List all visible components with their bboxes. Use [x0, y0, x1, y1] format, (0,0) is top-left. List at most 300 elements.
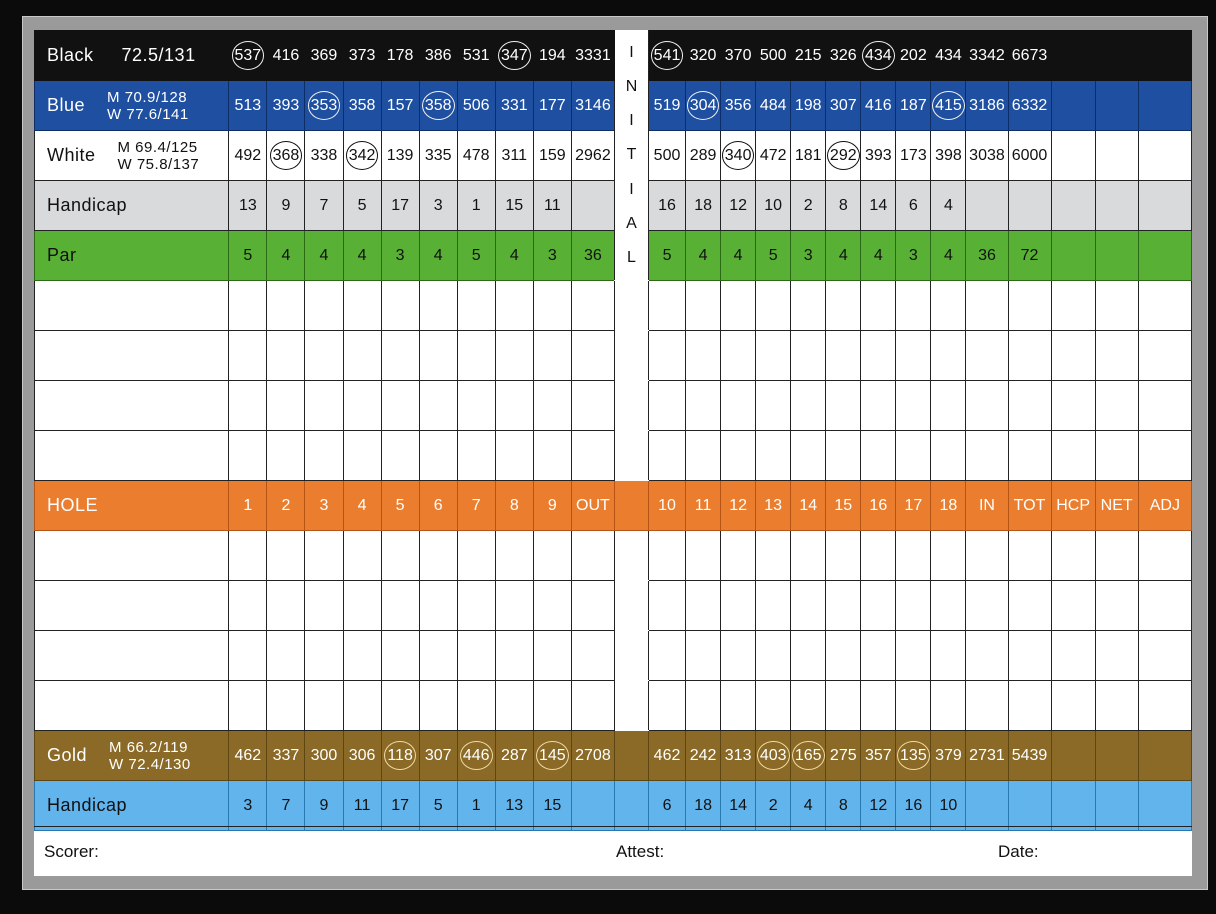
score-entry-cell[interactable]: [966, 381, 1008, 431]
score-entry-cell[interactable]: [1138, 681, 1191, 731]
par-hole-10: 5: [649, 231, 686, 281]
hole-adj-header: ADJ: [1138, 481, 1191, 531]
blue-out: 3146: [571, 81, 614, 131]
score-entry-cell[interactable]: [649, 581, 686, 631]
score-entry-cell[interactable]: [1051, 581, 1095, 631]
score-entry-cell[interactable]: [896, 531, 931, 581]
initial-entry-cell[interactable]: [614, 281, 648, 331]
score-entry-cell[interactable]: [966, 431, 1008, 481]
score-entry-cell[interactable]: [721, 531, 756, 581]
score-entry-cell[interactable]: [649, 381, 686, 431]
score-entry-cell[interactable]: [756, 281, 791, 331]
initial-letter: N: [625, 77, 638, 95]
score-entry-cell[interactable]: [896, 581, 931, 631]
black-hole-14: 215: [791, 31, 826, 81]
black-hole-3: 369: [305, 31, 343, 81]
score-entry-cell[interactable]: [343, 331, 381, 381]
score-entry-cell[interactable]: [861, 281, 896, 331]
score-entry-cell[interactable]: [381, 431, 419, 481]
score-entry-cell[interactable]: [649, 281, 686, 331]
black-hole-4: 373: [343, 31, 381, 81]
player-name-field[interactable]: [35, 381, 229, 431]
score-entry-row: [35, 381, 1192, 431]
score-entry-cell[interactable]: [457, 281, 495, 331]
handicap2-out: [571, 781, 614, 831]
score-entry-cell[interactable]: [419, 531, 457, 581]
initial-entry-cell[interactable]: [614, 331, 648, 381]
handicap2-tot: [1008, 781, 1051, 831]
score-entry-cell[interactable]: [267, 331, 305, 381]
score-entry-cell[interactable]: [1095, 631, 1138, 681]
score-entry-cell[interactable]: [931, 681, 966, 731]
black-in: 3342: [966, 31, 1008, 81]
score-entry-cell[interactable]: [305, 681, 343, 731]
score-entry-cell[interactable]: [826, 381, 861, 431]
score-entry-cell[interactable]: [1051, 681, 1095, 731]
score-entry-cell[interactable]: [495, 331, 533, 381]
hole-net-header: NET: [1095, 481, 1138, 531]
score-entry-cell[interactable]: [1008, 531, 1051, 581]
signature-footer: [34, 826, 1192, 877]
score-entry-cell[interactable]: [457, 681, 495, 731]
score-entry-cell[interactable]: [1138, 381, 1191, 431]
score-entry-cell[interactable]: [896, 431, 931, 481]
score-entry-cell[interactable]: [966, 681, 1008, 731]
handicap2-label-cell: [35, 781, 229, 831]
score-entry-cell[interactable]: [649, 431, 686, 481]
score-entry-cell[interactable]: [791, 681, 826, 731]
score-entry-cell[interactable]: [791, 581, 826, 631]
score-entry-cell[interactable]: [305, 431, 343, 481]
score-entry-cell[interactable]: [229, 681, 267, 731]
gold-hole-16: 357: [861, 731, 896, 781]
score-entry-cell[interactable]: [686, 431, 721, 481]
score-entry-cell[interactable]: [495, 431, 533, 481]
score-entry-cell[interactable]: [1051, 281, 1095, 331]
score-entry-cell[interactable]: [1095, 331, 1138, 381]
handicap1-label: Handicap: [47, 195, 128, 215]
score-entry-cell[interactable]: [267, 381, 305, 431]
score-entry-cell[interactable]: [826, 431, 861, 481]
score-entry-cell[interactable]: [966, 281, 1008, 331]
score-entry-cell[interactable]: [1008, 581, 1051, 631]
handicap2-hole-4: 11: [343, 781, 381, 831]
initial-entry-cell[interactable]: [614, 681, 648, 731]
score-entry-cell[interactable]: [826, 631, 861, 681]
score-entry-cell[interactable]: [1138, 281, 1191, 331]
par-out: 36: [571, 231, 614, 281]
score-entry-cell[interactable]: [1095, 281, 1138, 331]
score-entry-cell[interactable]: [756, 581, 791, 631]
score-entry-cell[interactable]: [1051, 631, 1095, 681]
score-entry-cell[interactable]: [267, 281, 305, 331]
score-entry-cell[interactable]: [533, 581, 571, 631]
score-entry-cell[interactable]: [931, 531, 966, 581]
score-entry-cell[interactable]: [931, 281, 966, 331]
hole-number-8: 8: [495, 481, 533, 531]
handicap2-hole-9: 15: [533, 781, 571, 831]
blue-hole-6: [419, 81, 457, 131]
score-entry-row: [35, 631, 1192, 681]
score-entry-cell[interactable]: [966, 331, 1008, 381]
score-entry-cell[interactable]: [343, 281, 381, 331]
initial-entry-cell[interactable]: [614, 431, 648, 481]
score-entry-cell[interactable]: [1051, 331, 1095, 381]
score-entry-cell[interactable]: [571, 331, 614, 381]
white-rating-men: M 69.4/125: [117, 138, 198, 156]
hole-number-18: 18: [931, 481, 966, 531]
score-entry-cell[interactable]: [931, 581, 966, 631]
score-entry-cell[interactable]: [1095, 531, 1138, 581]
score-entry-cell[interactable]: [381, 631, 419, 681]
score-entry-cell[interactable]: [1051, 431, 1095, 481]
score-entry-cell[interactable]: [571, 381, 614, 431]
score-entry-cell[interactable]: [721, 331, 756, 381]
score-entry-cell[interactable]: [571, 631, 614, 681]
score-entry-cell[interactable]: [931, 381, 966, 431]
score-entry-cell[interactable]: [343, 631, 381, 681]
score-entry-cell[interactable]: [381, 531, 419, 581]
handicap2-hole-2: 7: [267, 781, 305, 831]
black-hole-9: 194: [533, 31, 571, 81]
score-entry-cell[interactable]: [495, 681, 533, 731]
score-entry-cell[interactable]: [457, 631, 495, 681]
score-entry-cell[interactable]: [267, 581, 305, 631]
hole-number-4: 4: [343, 481, 381, 531]
score-entry-cell[interactable]: [381, 581, 419, 631]
score-entry-cell[interactable]: [343, 381, 381, 431]
black-hole-2: 416: [267, 31, 305, 81]
white-hole-7: 478: [457, 131, 495, 181]
score-entry-cell[interactable]: [381, 331, 419, 381]
initial-entry-cell[interactable]: [614, 581, 648, 631]
player-name-field[interactable]: [35, 581, 229, 631]
player-name-field[interactable]: [35, 431, 229, 481]
score-entry-cell[interactable]: [1138, 631, 1191, 681]
score-entry-cell[interactable]: [861, 631, 896, 681]
initial-entry-cell[interactable]: [614, 531, 648, 581]
handicap2-hole-15: 8: [826, 781, 861, 831]
initial-column[interactable]: [614, 31, 648, 281]
score-entry-cell[interactable]: [931, 331, 966, 381]
score-entry-cell[interactable]: [1138, 431, 1191, 481]
blue-hole-9: 177: [533, 81, 571, 131]
score-entry-cell[interactable]: [721, 631, 756, 681]
black-hole-1: [229, 31, 267, 81]
score-entry-cell[interactable]: [533, 331, 571, 381]
score-entry-cell[interactable]: [305, 381, 343, 431]
hole-tot-header: TOT: [1008, 481, 1051, 531]
gold-hole-14: [791, 731, 826, 781]
score-entry-cell[interactable]: [1138, 331, 1191, 381]
initial-entry-cell[interactable]: [614, 381, 648, 431]
score-entry-cell[interactable]: [305, 581, 343, 631]
score-entry-cell[interactable]: [1138, 531, 1191, 581]
score-entry-cell[interactable]: [826, 331, 861, 381]
handicap1-hole-12: 12: [721, 181, 756, 231]
white-hole-12: [721, 131, 756, 181]
score-entry-cell[interactable]: [1095, 381, 1138, 431]
white-hole-10: 500: [649, 131, 686, 181]
score-entry-cell[interactable]: [381, 281, 419, 331]
blue-hole-1: 513: [229, 81, 267, 131]
handicap1-row: [35, 181, 1192, 231]
white-in: 3038: [966, 131, 1008, 181]
initial-letters: [615, 36, 648, 276]
score-entry-cell[interactable]: [791, 281, 826, 331]
score-entry-cell[interactable]: [861, 581, 896, 631]
hole-in-header: IN: [966, 481, 1008, 531]
score-entry-cell[interactable]: [861, 531, 896, 581]
score-entry-cell[interactable]: [1008, 331, 1051, 381]
score-entry-cell[interactable]: [931, 631, 966, 681]
handicap2-row: [35, 781, 1192, 831]
score-entry-cell[interactable]: [419, 581, 457, 631]
score-entry-cell[interactable]: [756, 681, 791, 731]
score-entry-cell[interactable]: [343, 531, 381, 581]
gold-hole-13: [756, 731, 791, 781]
score-entry-cell[interactable]: [791, 631, 826, 681]
score-entry-cell[interactable]: [495, 381, 533, 431]
black-rating: 72.5/131: [121, 45, 196, 65]
initial-letter: T: [626, 146, 637, 164]
score-entry-cell[interactable]: [861, 431, 896, 481]
initial-entry-cell[interactable]: [614, 631, 648, 681]
score-entry-cell[interactable]: [1095, 681, 1138, 731]
score-entry-cell[interactable]: [229, 631, 267, 681]
score-entry-cell[interactable]: [1095, 581, 1138, 631]
score-entry-cell[interactable]: [419, 631, 457, 681]
score-entry-cell[interactable]: [649, 331, 686, 381]
par-row: [35, 231, 1192, 281]
score-entry-cell[interactable]: [896, 281, 931, 331]
handicap2-hole-13: 2: [756, 781, 791, 831]
score-entry-cell[interactable]: [533, 531, 571, 581]
score-entry-cell[interactable]: [966, 531, 1008, 581]
score-entry-cell[interactable]: [686, 581, 721, 631]
score-entry-cell[interactable]: [457, 581, 495, 631]
initial-gap-cell: [614, 481, 648, 531]
score-entry-cell[interactable]: [533, 281, 571, 331]
black-hole-13: 500: [756, 31, 791, 81]
blue-hole-3: [305, 81, 343, 131]
player-name-field[interactable]: [35, 331, 229, 381]
score-entry-cell[interactable]: [649, 631, 686, 681]
score-entry-cell[interactable]: [571, 531, 614, 581]
circled-value: 537: [232, 41, 265, 70]
score-entry-cell[interactable]: [896, 381, 931, 431]
score-entry-cell[interactable]: [495, 531, 533, 581]
score-entry-cell[interactable]: [305, 281, 343, 331]
par-hole-15: 4: [826, 231, 861, 281]
score-entry-cell[interactable]: [861, 681, 896, 731]
score-entry-cell[interactable]: [686, 531, 721, 581]
handicap1-hole-13: 10: [756, 181, 791, 231]
player-name-field[interactable]: [35, 631, 229, 681]
score-entry-cell[interactable]: [966, 581, 1008, 631]
score-entry-cell[interactable]: [343, 581, 381, 631]
score-entry-cell[interactable]: [229, 281, 267, 331]
score-entry-cell[interactable]: [1138, 581, 1191, 631]
score-entry-cell[interactable]: [495, 581, 533, 631]
gold-tot: 5439: [1008, 731, 1051, 781]
score-entry-cell[interactable]: [419, 381, 457, 431]
par-hole-8: 4: [495, 231, 533, 281]
circled-value: 434: [862, 41, 895, 70]
score-entry-cell[interactable]: [495, 631, 533, 681]
score-entry-cell[interactable]: [861, 381, 896, 431]
score-entry-cell[interactable]: [826, 681, 861, 731]
white-hole-14: 181: [791, 131, 826, 181]
score-entry-cell[interactable]: [721, 581, 756, 631]
score-entry-cell[interactable]: [686, 681, 721, 731]
score-entry-cell[interactable]: [1008, 631, 1051, 681]
handicap2-hole-3: 9: [305, 781, 343, 831]
score-entry-cell[interactable]: [571, 681, 614, 731]
score-entry-cell[interactable]: [533, 631, 571, 681]
score-entry-cell[interactable]: [571, 431, 614, 481]
date-label: Date:: [998, 842, 1039, 861]
score-entry-cell[interactable]: [1008, 431, 1051, 481]
score-entry-cell[interactable]: [229, 581, 267, 631]
score-entry-cell[interactable]: [305, 331, 343, 381]
score-entry-cell[interactable]: [267, 531, 305, 581]
white-hole-5: 139: [381, 131, 419, 181]
white-out: 2962: [571, 131, 614, 181]
score-entry-cell[interactable]: [267, 681, 305, 731]
player-name-field[interactable]: [35, 281, 229, 331]
initial-letter: L: [627, 249, 636, 267]
score-entry-cell[interactable]: [457, 331, 495, 381]
score-entry-cell[interactable]: [791, 531, 826, 581]
blue-label: Blue: [47, 94, 86, 115]
score-entry-cell[interactable]: [756, 631, 791, 681]
hole-label-cell: [35, 481, 229, 531]
score-entry-cell[interactable]: [495, 281, 533, 331]
score-entry-cell[interactable]: [457, 531, 495, 581]
black-out: 3331: [571, 31, 614, 81]
score-entry-cell[interactable]: [686, 281, 721, 331]
score-entry-cell[interactable]: [721, 431, 756, 481]
gold-rating-women: W 72.4/130: [109, 755, 191, 773]
handicap2-hole-6: 5: [419, 781, 457, 831]
white-hcp: [1051, 131, 1095, 181]
black-hole-10: [649, 31, 686, 81]
score-entry-cell[interactable]: [571, 281, 614, 331]
score-entry-cell[interactable]: [826, 581, 861, 631]
score-entry-cell[interactable]: [305, 531, 343, 581]
handicap2-hole-1: 3: [229, 781, 267, 831]
score-entry-cell[interactable]: [791, 431, 826, 481]
score-entry-cell[interactable]: [381, 381, 419, 431]
score-entry-cell[interactable]: [721, 281, 756, 331]
gold-hole-18: 379: [931, 731, 966, 781]
handicap2-hole-10: 6: [649, 781, 686, 831]
score-entry-cell[interactable]: [419, 681, 457, 731]
score-entry-cell[interactable]: [931, 431, 966, 481]
score-entry-cell[interactable]: [229, 381, 267, 431]
score-entry-cell[interactable]: [457, 381, 495, 431]
score-entry-cell[interactable]: [343, 681, 381, 731]
score-entry-cell[interactable]: [533, 681, 571, 731]
blue-hole-12: 356: [721, 81, 756, 131]
score-entry-cell[interactable]: [826, 281, 861, 331]
score-entry-cell[interactable]: [267, 431, 305, 481]
score-entry-cell[interactable]: [896, 331, 931, 381]
score-entry-cell[interactable]: [533, 381, 571, 431]
score-entry-cell[interactable]: [721, 681, 756, 731]
score-entry-cell[interactable]: [305, 631, 343, 681]
white-adj: [1138, 131, 1191, 181]
score-entry-cell[interactable]: [896, 631, 931, 681]
score-entry-cell[interactable]: [343, 431, 381, 481]
score-entry-cell[interactable]: [419, 281, 457, 331]
black-net: [1095, 31, 1138, 81]
score-entry-cell[interactable]: [1008, 681, 1051, 731]
score-entry-cell[interactable]: [756, 531, 791, 581]
score-entry-cell[interactable]: [419, 431, 457, 481]
score-entry-cell[interactable]: [229, 431, 267, 481]
score-entry-cell[interactable]: [1008, 281, 1051, 331]
black-hole-7: 531: [457, 31, 495, 81]
score-entry-cell[interactable]: [826, 531, 861, 581]
score-entry-cell[interactable]: [571, 581, 614, 631]
black-hole-8: [495, 31, 533, 81]
player-name-field[interactable]: [35, 681, 229, 731]
score-entry-cell[interactable]: [756, 381, 791, 431]
score-entry-cell[interactable]: [791, 331, 826, 381]
score-entry-cell[interactable]: [896, 681, 931, 731]
blue-hole-2: 393: [267, 81, 305, 131]
score-entry-cell[interactable]: [721, 381, 756, 431]
score-entry-cell[interactable]: [419, 331, 457, 381]
handicap1-hcp: [1051, 181, 1095, 231]
score-entry-cell[interactable]: [1095, 431, 1138, 481]
player-name-field[interactable]: [35, 531, 229, 581]
white-net: [1095, 131, 1138, 181]
gold-hcp: [1051, 731, 1095, 781]
score-entry-cell[interactable]: [533, 431, 571, 481]
score-entry-cell[interactable]: [649, 531, 686, 581]
par-hole-17: 3: [896, 231, 931, 281]
score-entry-cell[interactable]: [686, 331, 721, 381]
score-entry-cell[interactable]: [649, 681, 686, 731]
score-entry-cell[interactable]: [229, 331, 267, 381]
score-entry-cell[interactable]: [861, 331, 896, 381]
score-entry-cell[interactable]: [756, 331, 791, 381]
score-entry-cell[interactable]: [966, 631, 1008, 681]
score-entry-cell[interactable]: [756, 431, 791, 481]
score-entry-cell[interactable]: [1008, 381, 1051, 431]
blue-label-cell: [35, 81, 229, 131]
score-entry-cell[interactable]: [457, 431, 495, 481]
score-entry-cell[interactable]: [686, 381, 721, 431]
score-entry-cell[interactable]: [1051, 531, 1095, 581]
circled-value: 541: [651, 41, 684, 70]
handicap1-hole-9: 11: [533, 181, 571, 231]
handicap2-hole-11: 18: [686, 781, 721, 831]
score-entry-cell[interactable]: [791, 381, 826, 431]
score-entry-cell[interactable]: [267, 631, 305, 681]
score-entry-cell[interactable]: [1051, 381, 1095, 431]
score-entry-cell[interactable]: [686, 631, 721, 681]
white-hole-17: 173: [896, 131, 931, 181]
score-entry-cell[interactable]: [229, 531, 267, 581]
score-entry-cell[interactable]: [381, 681, 419, 731]
gold-adj: [1138, 731, 1191, 781]
par-hole-16: 4: [861, 231, 896, 281]
handicap1-hole-8: 15: [495, 181, 533, 231]
